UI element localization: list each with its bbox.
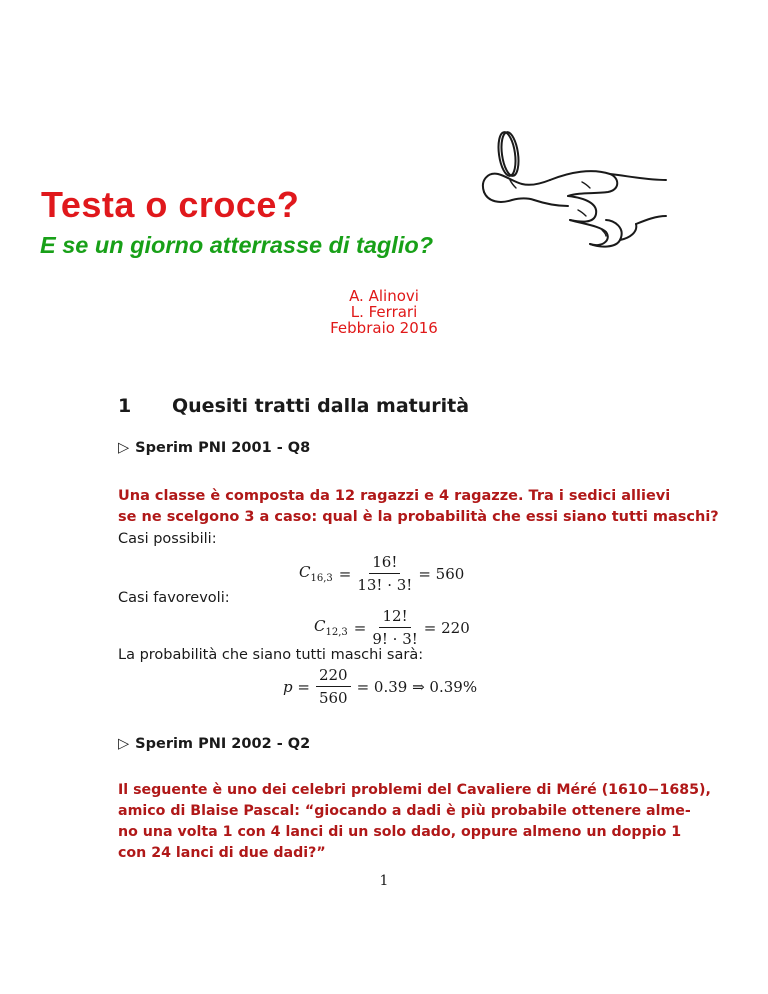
question-line: se ne scelgono 3 a caso: qual è la probabilità che essi siano tutti maschi? <box>118 509 719 525</box>
page-number: 1 <box>379 873 389 889</box>
section-number: 1 <box>118 395 132 417</box>
question-line: amico di Blaise Pascal: “giocando a dadi è più probabile ottenere alme- <box>118 803 691 819</box>
equation-result: = 560 <box>418 564 465 583</box>
author-name: A. Alinovi <box>349 287 419 305</box>
numerator: 12! <box>379 607 410 628</box>
probability-label: La probabilità che siano tutti maschi sarà: <box>118 647 424 663</box>
fraction <box>357 553 412 594</box>
equation-probability <box>283 666 477 707</box>
fraction <box>372 607 417 648</box>
denominator: 13! · 3! <box>357 576 413 594</box>
question-label <box>118 736 310 752</box>
denominator: 9! · 3! <box>372 630 418 648</box>
question-line: Una classe è composta da 12 ragazzi e 4 ragazze. Tra i sedici allievi <box>118 488 671 504</box>
combination-symbol: $C_{16,3}$ <box>299 563 333 584</box>
section-title: Quesiti tratti dalla maturità <box>172 395 470 417</box>
triangle-marker-icon: ▷ <box>118 440 130 456</box>
section-heading <box>118 395 469 417</box>
question-line: no una volta 1 con 4 lanci di un solo dado, oppure almeno un doppio 1 <box>118 824 682 840</box>
hand-flipping-coin-illustration <box>470 120 670 270</box>
document-subtitle: E se un giorno atterrasse di taglio? <box>40 232 434 258</box>
question-label <box>118 440 310 456</box>
question-text <box>118 486 719 528</box>
document-date: Febbraio 2016 <box>330 319 438 337</box>
question-source: Sperim PNI 2002 - Q2 <box>135 736 311 752</box>
numerator: 16! <box>369 553 400 574</box>
fraction <box>316 666 351 707</box>
combination-symbol: $C_{12,3}$ <box>314 617 348 638</box>
document-title: Testa o croce? <box>41 184 300 225</box>
numerator: 220 <box>316 666 351 687</box>
question-source: Sperim PNI 2001 - Q8 <box>135 440 311 456</box>
equation-result: = 220 <box>423 618 470 637</box>
author-name: L. Ferrari <box>350 303 418 321</box>
equation-casi-possibili: $C_{16,3}$ = $\frac{16!}{13! \cdot 3!}$ = 560 <box>299 553 465 594</box>
triangle-marker-icon: ▷ <box>118 736 130 752</box>
question-line: con 24 lanci di due dadi?” <box>118 845 326 861</box>
probability-symbol: p = <box>283 677 310 696</box>
casi-favorevoli-label: Casi favorevoli: <box>118 590 230 606</box>
denominator: 560 <box>318 689 348 707</box>
equation-casi-favorevoli: $C_{12,3}$ = $\frac{12!}{9! \cdot 3!}$ = 220 <box>314 607 470 648</box>
question-line: Il seguente è uno dei celebri problemi del Cavaliere di Méré (1610−1685), <box>118 782 711 798</box>
casi-possibili-label: Casi possibili: <box>118 531 217 547</box>
equation-result: = 0.39 ⇒ 0.39% <box>356 677 478 696</box>
question-text <box>118 780 711 864</box>
